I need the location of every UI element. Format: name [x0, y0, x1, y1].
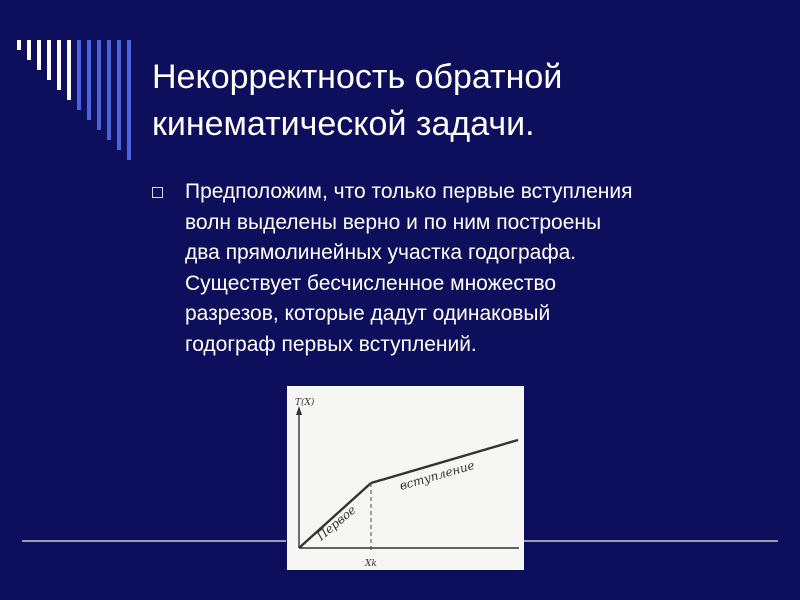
xk-label: Xk [365, 559, 377, 569]
divider-left [22, 540, 286, 542]
title-line-2: кинематической задачи. [152, 105, 535, 143]
slide-title [152, 54, 772, 148]
second-segment-label: вступление [397, 458, 477, 493]
first-segment-label: Первое [313, 502, 359, 544]
figure-svg [287, 386, 524, 570]
bullet-line-6: годограф первых вступлений. [185, 332, 477, 356]
decorative-stripes [0, 0, 140, 170]
bullet-text [185, 177, 775, 360]
bullet-line-3: два прямолинейных участка годографа. [185, 241, 577, 264]
bullet-line-5: разрезов, которые дадут одинаковый [185, 302, 551, 325]
bullet-line-1: Предположим, что только первые вступления [185, 180, 633, 203]
bullet-line-2: волн выделены верно и по ним построены [185, 210, 602, 234]
square-bullet-icon [152, 187, 163, 198]
blue-stripes [77, 40, 131, 160]
y-axis-label: T(X) [295, 398, 315, 408]
bullet-line-4: Существует бесчисленное множество [185, 271, 557, 295]
title-line-1: Некорректность обратной [152, 58, 563, 96]
white-stripes [17, 40, 71, 100]
travel-time-figure [287, 386, 524, 570]
divider-right [524, 540, 778, 542]
